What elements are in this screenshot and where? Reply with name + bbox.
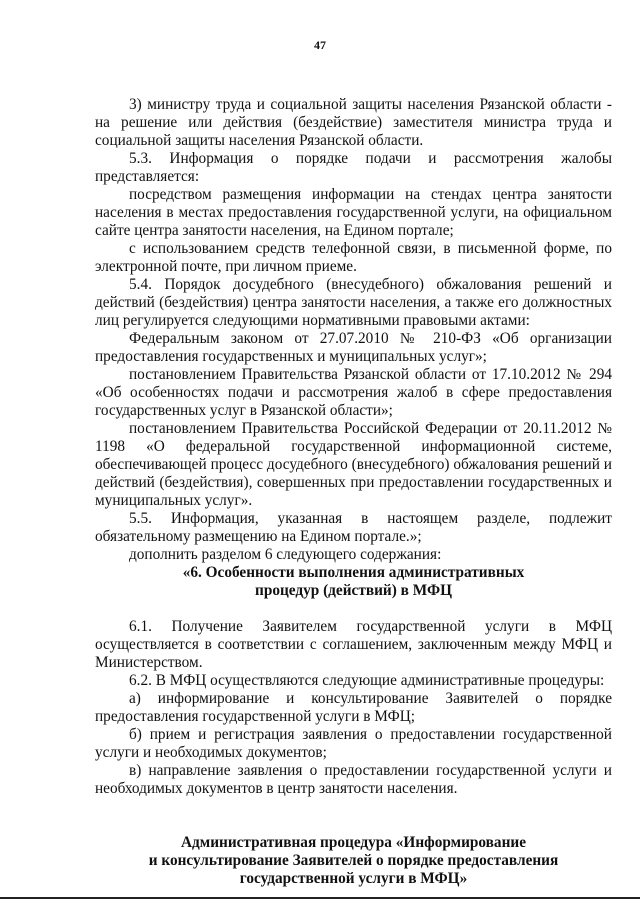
spacer	[95, 798, 612, 834]
paragraph: а) информирование и консультирование Заявителей о порядке предоставления государственной услуги в МФЦ;	[95, 690, 612, 725]
spacer	[95, 600, 612, 618]
section-heading-line: государственной услуги в МФЦ»	[239, 870, 468, 887]
paragraph: дополнить разделом 6 следующего содержания:	[129, 546, 442, 563]
document-body	[95, 96, 612, 888]
paragraph: Федеральным законом от 27.07.2010 № 210-ФЗ «Об организации предоставления государственных и муниципальных услуг»;	[95, 330, 612, 365]
paragraph: постановлением Правительства Российской Федерации от 20.11.2012 № 1198 «О федеральной государственной информационной системе, обеспечивающей процесс досудебного (внесудебного) обжалования решений и действий (бездействия), совершенных при предоставлении государственных и муниципальных услуг».	[95, 420, 612, 509]
paragraph: 6.1. Получение Заявителем государственной услуги в МФЦ осуществляется в соответствии с соглашением, заключенным между МФЦ и Министерством.	[95, 618, 612, 671]
section-heading-line: и консультирование Заявителей о порядке предоставления	[148, 852, 559, 869]
paragraph: с использованием средств телефонной связи, в письменной форме, по электронной почте, при личном приеме.	[95, 240, 612, 275]
paragraph: постановлением Правительства Рязанской области от 17.10.2012 № 294 «Об особенностях подачи и рассмотрения жалоб в сфере предоставления государственных услуг в Рязанской области»;	[95, 366, 612, 419]
paragraph: посредством размещения информации на стендах центра занятости населения в местах предоставления государственной услуги, на официальном сайте центра занятости населения, на Едином портале;	[95, 186, 612, 239]
paragraph: в) направление заявления о предоставлении государственной услуги и необходимых документов в центр занятости населения.	[95, 762, 612, 797]
paragraph: 5.3. Информация о порядке подачи и рассмотрения жалобы представляется:	[95, 150, 612, 185]
paragraph: 6.2. В МФЦ осуществляются следующие административные процедуры:	[129, 672, 605, 689]
paragraph: 5.5. Информация, указанная в настоящем разделе, подлежит обязательному размещению на Едином портале.»;	[95, 510, 612, 545]
page-number: 47	[314, 38, 326, 52]
paragraph: 3) министру труда и социальной защиты населения Рязанской области - на решение или действия (бездействие) заместителя министра труда и социальной защиты населения Рязанской области.	[95, 96, 612, 149]
scan-edge-line	[0, 897, 640, 899]
paragraph: б) прием и регистрация заявления о предоставлении государственной услуги и необходимых документов;	[95, 726, 612, 761]
section-heading-line: Административная процедура «Информирование	[181, 834, 526, 851]
section-heading-line: процедур (действий) в МФЦ	[255, 582, 452, 599]
paragraph: 5.4. Порядок досудебного (внесудебного) обжалования решений и действий (бездействия) центра занятости населения, а также его должностных лиц регулируется следующими нормативными правовыми актами:	[95, 276, 612, 329]
section-heading-line: «6. Особенности выполнения административных	[182, 564, 525, 581]
